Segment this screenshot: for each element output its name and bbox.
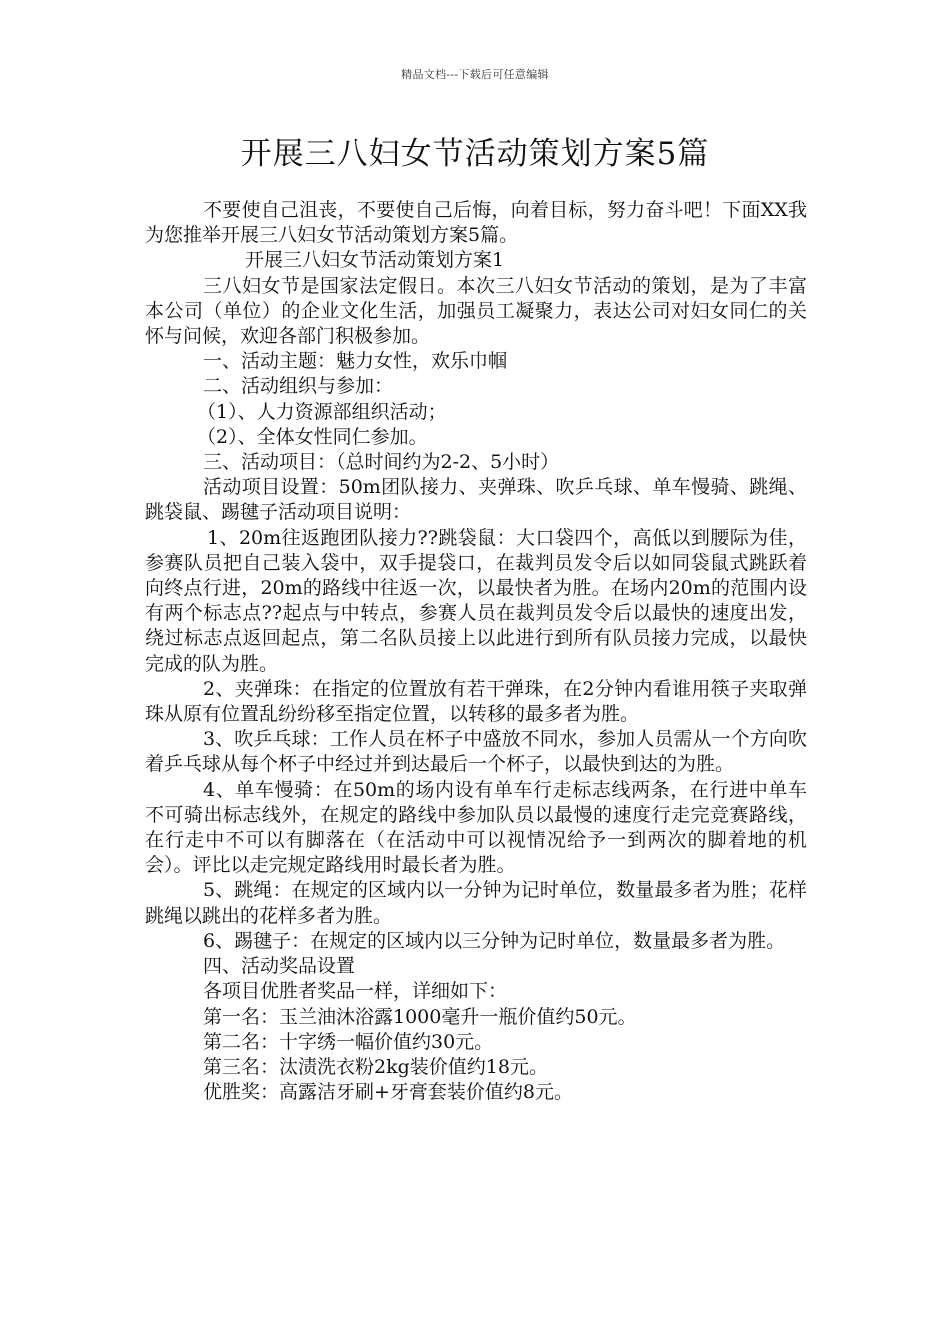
body-paragraph: 三八妇女节是国家法定假日。本次三八妇女节活动的策划，是为了丰富本公司（单位）的企业文化生活，加强员工凝聚力，表达公司对妇女同仁的关怀与问候，欢迎各部门积极参加。 — [145, 274, 807, 348]
prize-line: 第三名：汰渍洗衣粉2kg装价值约18元。 — [203, 1055, 548, 1078]
body-paragraph: 活动项目设置：50m团队接力、夹弹珠、吹乒乓球、单车慢骑、跳绳、跳袋鼠、踢毽子活动项目说明： — [145, 476, 807, 524]
prize-line: 第二名：十字绣一幅价值约30元。 — [203, 1030, 494, 1053]
body-paragraph: 各项目优胜者奖品一样，详细如下： — [203, 980, 508, 1003]
body-paragraph: 6、踢毽子：在规定的区域内以三分钟为记时单位，数量最多者为胜。 — [203, 929, 786, 952]
prize-line: 第一名：玉兰油沐浴露1000毫升一瓶价值约50元。 — [203, 1005, 637, 1028]
body-paragraph: 三、活动项目：（总时间约为2-2、5小时） — [203, 451, 560, 474]
body-paragraph: 2、夹弹珠：在指定的位置放有若干弹珠，在2分钟内看谁用筷子夹取弹珠从原有位置乱纷纷移至指定位置，以转移的最多者为胜。 — [145, 677, 807, 726]
body-paragraph: 1、20m往返跑团队接力??跳袋鼠：大口袋四个，高低以到腰际为佳，参赛队员把自己装入袋中，双手提袋口，在裁判员发令后以如同袋鼠式跳跃着向终点行进，20m的路线中往返一次，以最快者为胜。在场内20m的范围内设有两个标志点??起点与中转点，参赛人员在裁判员发令后以最快的速度出发，绕过标志点返回起点，第二名队员接上以此进行到所有队员接力完成，以最快完成的队为胜。 — [145, 526, 807, 675]
document-body — [145, 198, 807, 1105]
body-paragraph: 4、单车慢骑：在50m的场内设有单车行走标志线两条，在行进中单车不可骑出标志线外，在规定的路线中参加队员以最慢的速度行走完竞赛路线，在行走中不可以有脚落在（在活动中可以视情况给予一到两次的脚着地的机会）。评比以走完规定路线用时最长者为胜。 — [145, 778, 807, 877]
body-paragraph: 5、跳绳：在规定的区域内以一分钟为记时单位，数量最多者为胜；花样跳绳以跳出的花样多者为胜。 — [145, 879, 807, 927]
prize-line: 优胜奖：高露洁牙刷+牙膏套装价值约8元。 — [203, 1081, 574, 1104]
body-paragraph: 二、活动组织与参加： — [203, 375, 394, 398]
list-item: （1）、人力资源部组织活动； — [197, 400, 447, 423]
body-paragraph: 一、活动主题：魅力女性，欢乐巾帼 — [203, 350, 508, 373]
section-heading: 开展三八妇女节活动策划方案1 — [245, 249, 505, 272]
page-header: 精品文档---下载后可任意编辑 — [401, 68, 549, 81]
document-title: 开展三八妇女节活动策划方案5篇 — [240, 136, 710, 172]
intro-paragraph: 不要使自己沮丧，不要使自己后悔，向着目标，努力奋斗吧！下面XX我为您推举开展三八妇女节活动策划方案5篇。 — [145, 199, 807, 247]
body-paragraph: 四、活动奖品设置 — [203, 955, 356, 978]
list-item: （2）、全体女性同仁参加。 — [197, 425, 428, 448]
body-paragraph: 3、吹乒乓球：工作人员在杯子中盛放不同水，参加人员需从一个方向吹着乒乓球从每个杯子中经过并到达最后一个杯子，以最快到达的为胜。 — [145, 728, 807, 776]
